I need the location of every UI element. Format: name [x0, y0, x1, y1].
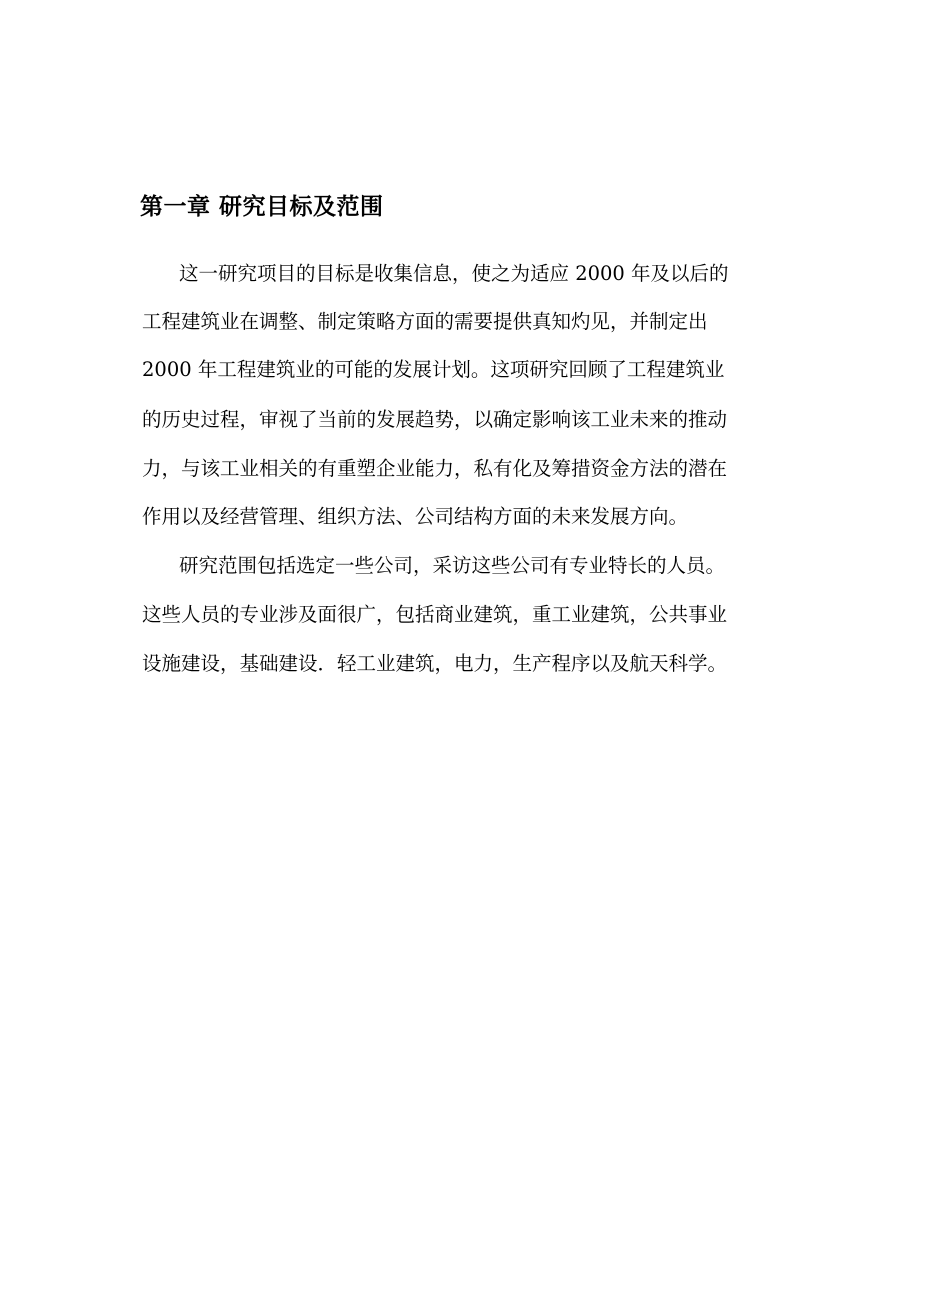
paragraph-line: 研究范围包括选定一些公司，采访这些公司有专业特长的人员。 [179, 554, 726, 577]
paragraph-line: 工程建筑业在调整、制定策略方面的需要提供真知灼见，并制定出 [142, 310, 708, 333]
paragraph-line: 2000 年工程建筑业的可能的发展计划。这项研究回顾了工程建筑业 [142, 358, 725, 381]
paragraph-line: 作用以及经营管理、组织方法、公司结构方面的未来发展方向。 [142, 505, 689, 528]
chapter-heading: 第一章 研究目标及范围 [140, 194, 384, 220]
paragraph-line: 这些人员的专业涉及面很广，包括商业建筑，重工业建筑，公共事业 [142, 603, 728, 626]
paragraph-line: 的历史过程，审视了当前的发展趋势，以确定影响该工业未来的推动 [142, 408, 728, 431]
paragraph-line: 这一研究项目的目标是收集信息，使之为适应 2000 年及以后的 [179, 262, 729, 285]
paragraph-line: 设施建设，基础建设．轻工业建筑，电力，生产程序以及航天科学。 [142, 652, 728, 675]
paragraph-line: 力，与该工业相关的有重塑企业能力，私有化及筹措资金方法的潜在 [142, 457, 728, 480]
